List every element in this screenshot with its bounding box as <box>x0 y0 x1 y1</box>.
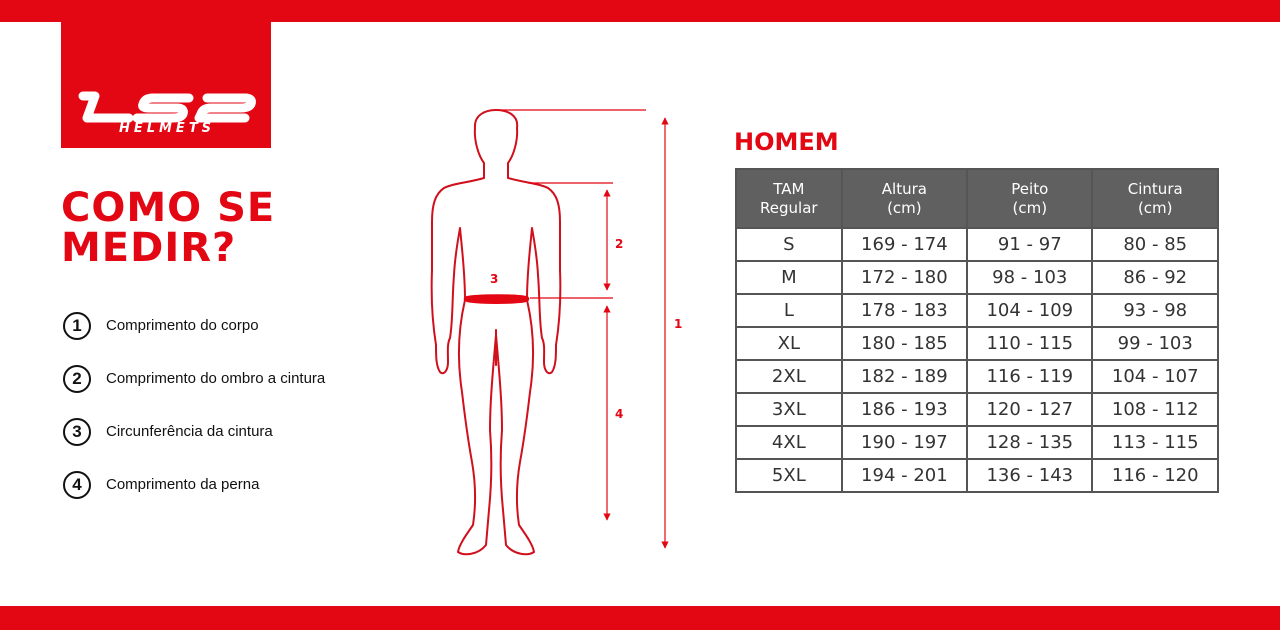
waist-band-icon <box>464 295 529 304</box>
size-cell: M <box>736 261 842 294</box>
bottom-red-bar <box>0 606 1280 630</box>
height-cell: 169 - 174 <box>842 228 967 261</box>
size-table <box>735 168 1219 493</box>
legend-label: Circunferência da cintura <box>106 423 273 440</box>
waist-cell: 113 - 115 <box>1092 426 1218 459</box>
size-cell: 4XL <box>736 426 842 459</box>
chest-cell: 110 - 115 <box>967 327 1092 360</box>
table-row <box>736 459 1218 492</box>
table-title: HOMEM <box>734 128 839 156</box>
legend-label: Comprimento da perna <box>106 476 260 493</box>
chest-cell: 104 - 109 <box>967 294 1092 327</box>
waist-cell: 80 - 85 <box>1092 228 1218 261</box>
height-cell: 190 - 197 <box>842 426 967 459</box>
legend-label: Comprimento do ombro a cintura <box>106 370 326 387</box>
size-cell: L <box>736 294 842 327</box>
height-cell: 172 - 180 <box>842 261 967 294</box>
table-row <box>736 426 1218 459</box>
table-row <box>736 327 1218 360</box>
legend-label: Comprimento do corpo <box>106 317 259 334</box>
number-4-icon: 4 <box>63 471 91 499</box>
number-3-icon: 3 <box>63 418 91 446</box>
column-header-size: TAM Regular <box>736 169 842 228</box>
height-cell: 186 - 193 <box>842 393 967 426</box>
size-cell: XL <box>736 327 842 360</box>
waist-cell: 93 - 98 <box>1092 294 1218 327</box>
column-header-height: Altura (cm) <box>842 169 967 228</box>
heading-line-2: MEDIR? <box>61 225 237 271</box>
waist-cell: 86 - 92 <box>1092 261 1218 294</box>
marker-1-label: 1 <box>674 317 683 331</box>
table-row <box>736 261 1218 294</box>
marker-3-label: 3 <box>490 272 499 286</box>
chest-cell: 120 - 127 <box>967 393 1092 426</box>
table-row <box>736 360 1218 393</box>
column-header-waist: Cintura (cm) <box>1092 169 1218 228</box>
size-cell: 2XL <box>736 360 842 393</box>
marker-4-label: 4 <box>615 407 624 421</box>
size-cell: 5XL <box>736 459 842 492</box>
human-silhouette-icon <box>432 110 561 554</box>
chest-cell: 116 - 119 <box>967 360 1092 393</box>
number-1-icon: 1 <box>63 312 91 340</box>
height-cell: 180 - 185 <box>842 327 967 360</box>
marker-2-label: 2 <box>615 237 624 251</box>
table-row <box>736 294 1218 327</box>
chest-cell: 136 - 143 <box>967 459 1092 492</box>
height-cell: 194 - 201 <box>842 459 967 492</box>
waist-cell: 116 - 120 <box>1092 459 1218 492</box>
table-row <box>736 393 1218 426</box>
waist-cell: 104 - 107 <box>1092 360 1218 393</box>
waist-cell: 108 - 112 <box>1092 393 1218 426</box>
height-cell: 182 - 189 <box>842 360 967 393</box>
waist-cell: 99 - 103 <box>1092 327 1218 360</box>
table-row <box>736 228 1218 261</box>
chest-cell: 128 - 135 <box>967 426 1092 459</box>
heading-line-1: COMO SE <box>61 185 276 231</box>
chest-cell: 91 - 97 <box>967 228 1092 261</box>
chest-cell: 98 - 103 <box>967 261 1092 294</box>
table-header-row <box>736 169 1218 228</box>
logo-subtitle: HELMETS <box>118 121 216 136</box>
number-2-icon: 2 <box>63 365 91 393</box>
size-cell: S <box>736 228 842 261</box>
height-cell: 178 - 183 <box>842 294 967 327</box>
column-header-chest: Peito (cm) <box>967 169 1092 228</box>
size-cell: 3XL <box>736 393 842 426</box>
